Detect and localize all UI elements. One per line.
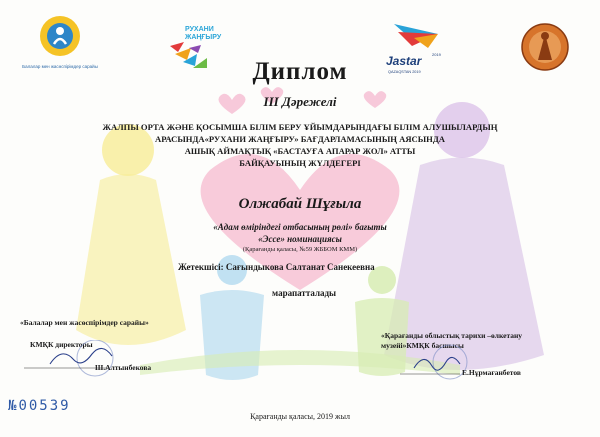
jastar-logo-year: 2019 — [432, 52, 441, 57]
left-signature-stamp — [20, 340, 170, 380]
left-signatory-name: Ш.Алтынбекова — [95, 363, 152, 372]
jastar-plane-icon — [384, 18, 444, 54]
diploma-degree: ІІІ Дәрежелі — [263, 94, 337, 109]
nomination-line: «Эссе» номинациясы — [258, 234, 342, 244]
supervisor-name: Сағындыкова Салтанат Санекеевна — [225, 262, 375, 272]
jastar-logo-subtitle: QAZAQSTAN 2019 — [388, 70, 421, 74]
left-signatory-org: «Балалар мен жасөспірімдер сарайы» — [20, 318, 149, 327]
palace-logo-caption: Балалар мен жасөспірімдер сарайы — [22, 64, 98, 69]
supervisor-label: Жетекшісі: — [178, 262, 224, 272]
description-line: ЖАЛПЫ ОРТА ЖӘНЕ ҚОСЫМША БІЛІМ БЕРУ ҰЙЫМДАРЫНДАҒЫ БІЛІМ АЛУШЫЛАРДЫҢ — [102, 122, 498, 132]
description-line: АШЫҚ АЙМАҚТЫҚ «БАСТАУҒА АПАРАР ЖОЛ» АТТЫ — [184, 146, 416, 156]
left-signatory-role: КМҚК директоры — [30, 340, 93, 349]
jastar-logo-text: Jastar — [386, 54, 422, 68]
awarded-text: марапатталады — [272, 288, 337, 298]
diploma-title: Диплом — [252, 58, 348, 85]
serial-value: 00539 — [18, 398, 71, 414]
recipient-name: Олжабай Шұғыла — [238, 196, 362, 212]
serial-prefix: № — [8, 398, 19, 414]
right-signatory-role: музейі»КМҚК басшысы — [381, 341, 464, 350]
palace-logo-icon — [20, 12, 100, 60]
description-line: АРАСЫНДА«РУХАНИ ЖАҢҒЫРУ» БАҒДАРЛАМАСЫНЫҢ АЯСЫНДА — [155, 134, 445, 144]
topic-line: «Адам өміріндегі отбасының рөлі» бағыты — [213, 222, 387, 232]
right-signatory-org-line: «Қарағанды облыстық тарихи –өлкетану — [381, 331, 523, 340]
supervisor-line — [178, 262, 375, 272]
description-line: БАЙҚАУЫНЫҢ ЖҮЛДЕГЕРІ — [239, 158, 361, 168]
rukhani-logo-text: РУХАНИ ЖАҢҒЫРУ — [185, 26, 222, 41]
place-year: Қарағанды қаласы, 2019 жыл — [250, 412, 350, 421]
school-line: (Қарағанды қаласы, №59 ЖББОМ КММ) — [242, 246, 358, 253]
right-signatory-name: Е.Нұрмағанбетов — [462, 368, 521, 377]
